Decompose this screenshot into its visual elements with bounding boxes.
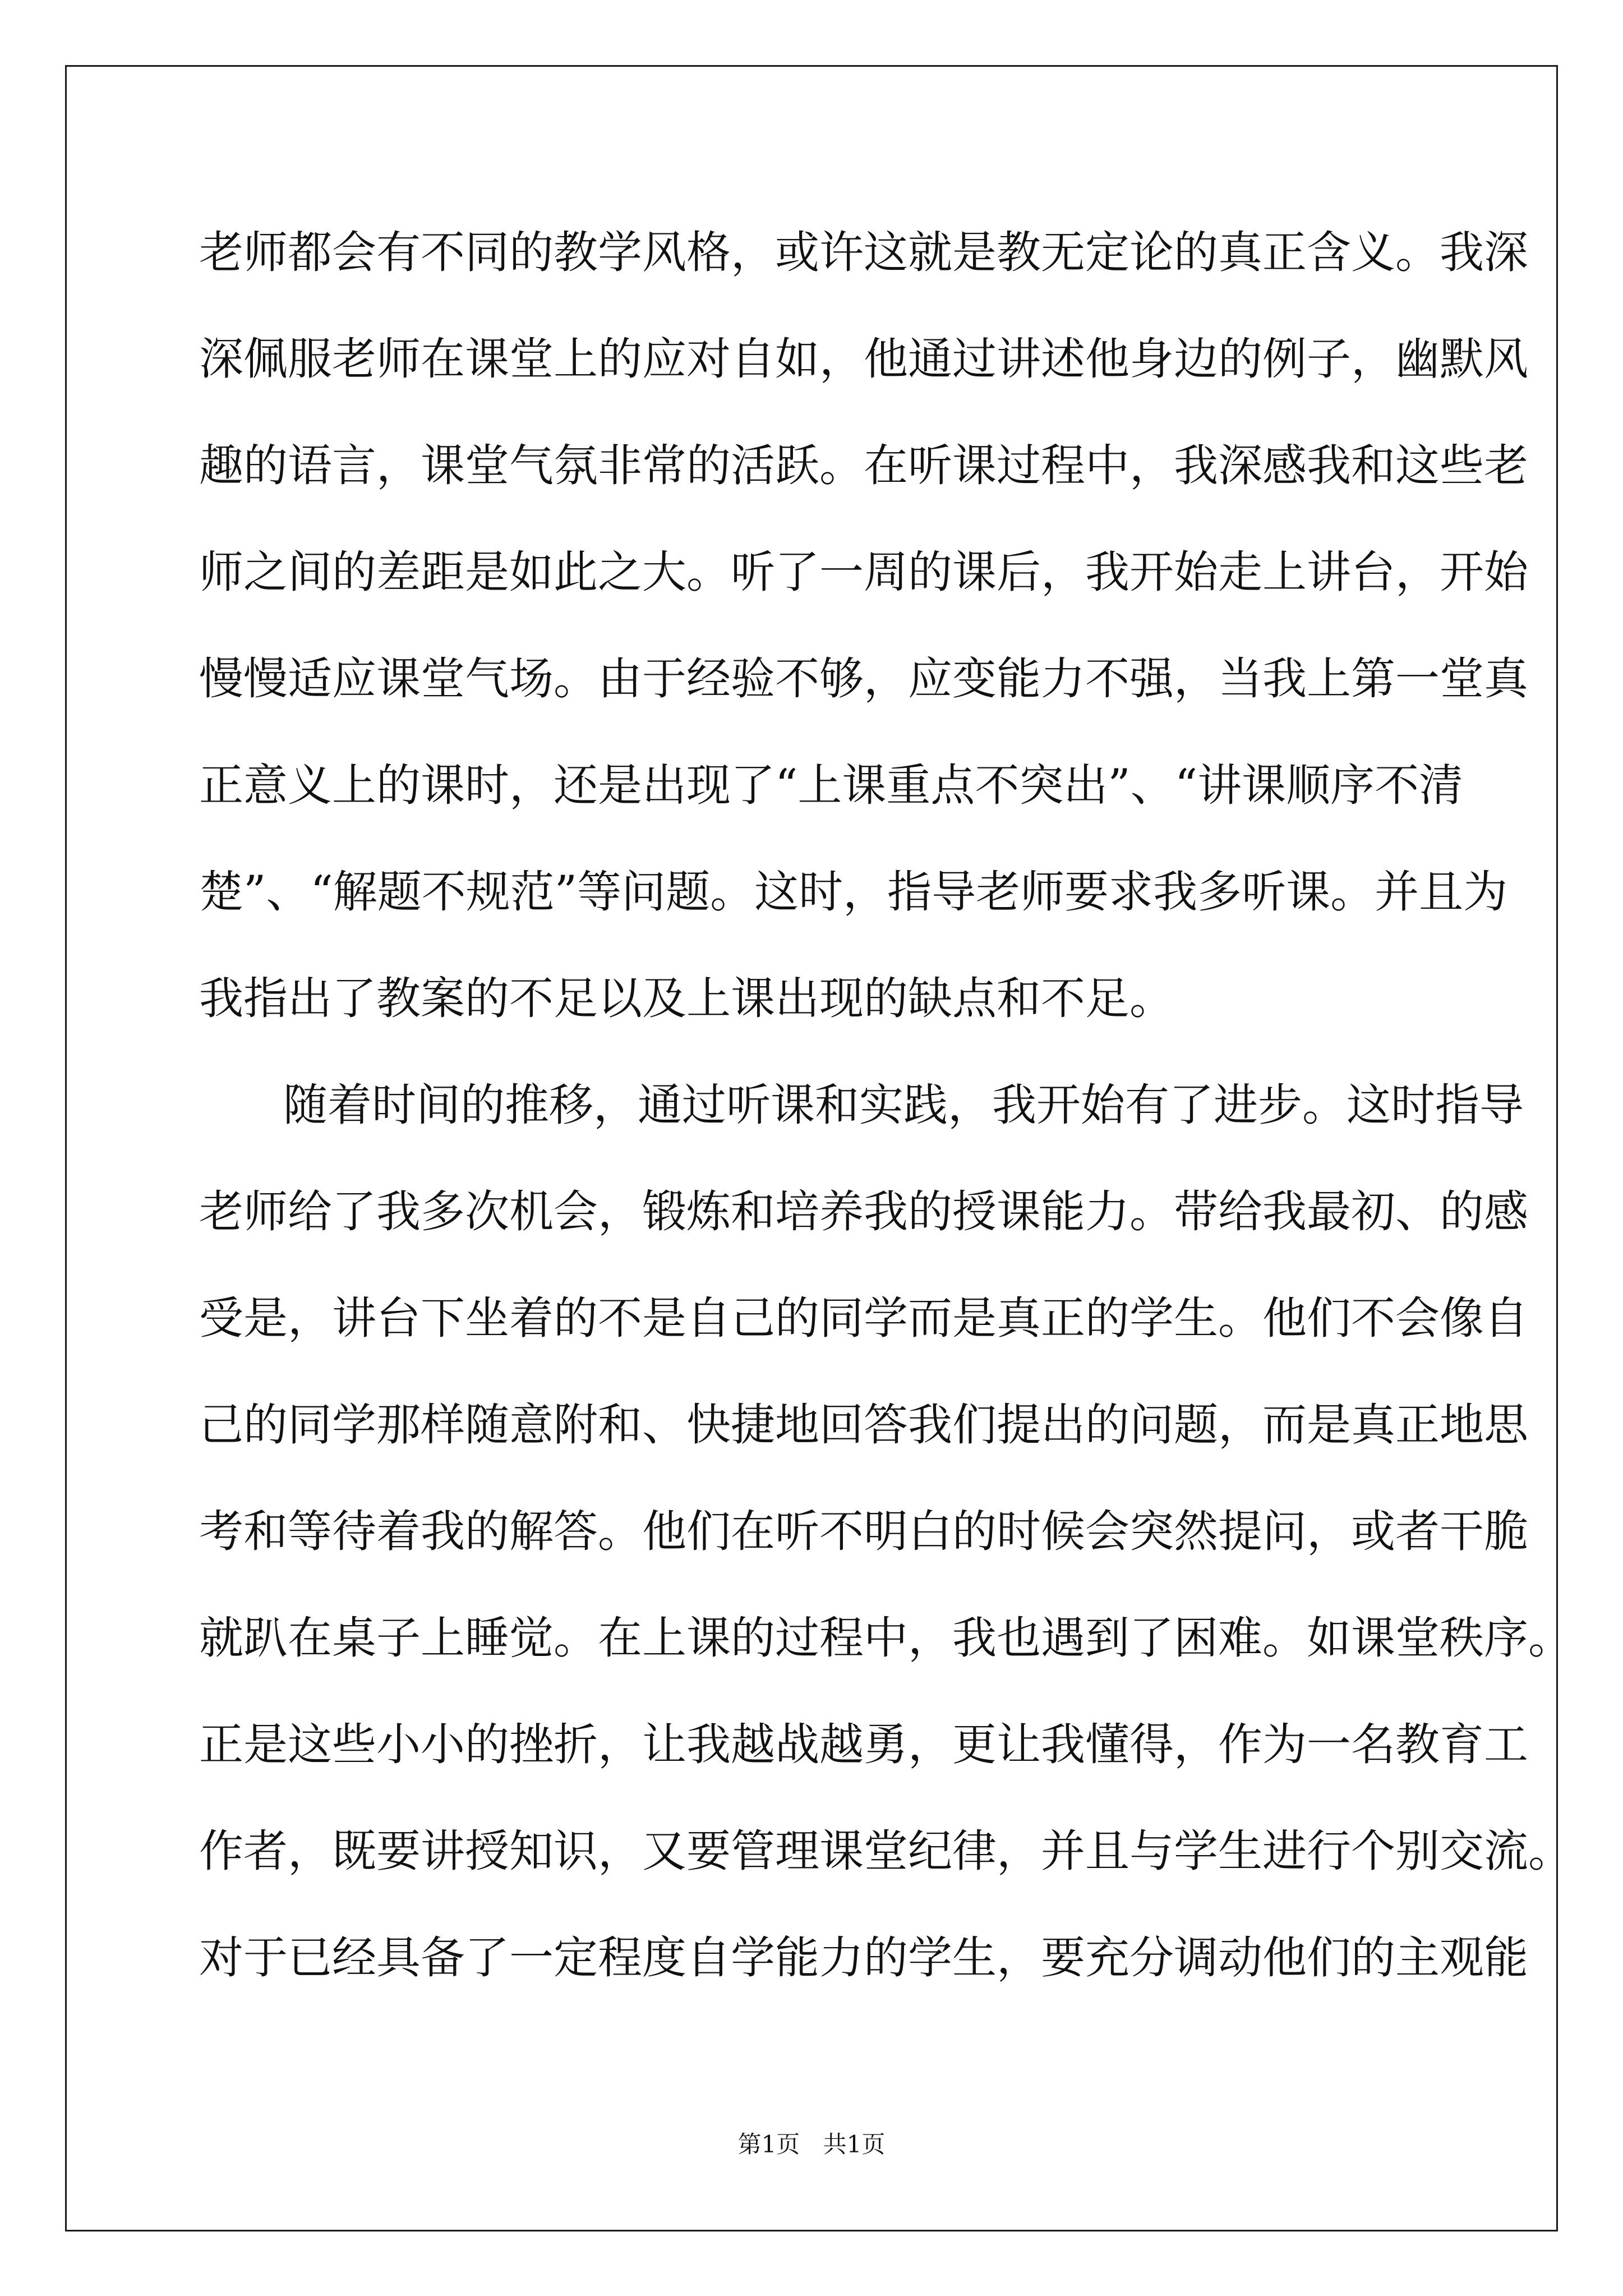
text-line: 己的同学那样随意附和、快捷地回答我们提出的问题，而是真正地思 [199, 1399, 1528, 1451]
text-line: 趣的语言，课堂气氛非常的活跃。在听课过程中，我深感我和这些老 [199, 440, 1528, 491]
text-line: 师之间的差距是如此之大。听了一周的课后，我开始走上讲台，开始 [199, 546, 1528, 598]
paragraph-1 [199, 199, 1528, 1052]
text-line: 正意义上的课时，还是出现了“上课重点不突出”、“讲课顺序不清 [199, 760, 1464, 811]
text-line: 楚”、“解题不规范”等问题。这时，指导老师要求我多听课。并且为 [199, 866, 1508, 918]
text-line: 深佩服老师在课堂上的应对自如，他通过讲述他身边的例子，幽默风 [199, 333, 1528, 385]
document-body [199, 199, 1573, 2011]
page-footer [0, 2126, 1623, 2160]
text-line: 慢慢适应课堂气场。由于经验不够，应变能力不强，当我上第一堂真 [199, 653, 1528, 705]
text-line: 正是这些小小的挫折，让我越战越勇，更让我懂得，作为一名教育工 [199, 1719, 1528, 1770]
total-pages: 共1页 [823, 2131, 886, 2158]
text-line: 受是，讲台下坐着的不是自己的同学而是真正的学生。他们不会像自 [199, 1292, 1528, 1344]
paragraph-2 [199, 1052, 1573, 2011]
text-line: 我指出了教案的不足以及上课出现的缺点和不足。 [199, 973, 1174, 1024]
text-line: 就趴在桌子上睡觉。在上课的过程中，我也遇到了困难。如课堂秩序。 [199, 1612, 1573, 1664]
text-line: 老师都会有不同的教学风格，或许这就是教无定论的真正含义。我深 [199, 227, 1528, 278]
text-line: 对于已经具备了一定程度自学能力的学生，要充分调动他们的主观能 [199, 1932, 1528, 1984]
text-line: 作者，既要讲授知识，又要管理课堂纪律，并且与学生进行个别交流。 [199, 1825, 1573, 1877]
text-line: 老师给了我多次机会，锻炼和培养我的授课能力。带给我最初、的感 [199, 1186, 1528, 1237]
text-line: 随着时间的推移，通过听课和实践，我开始有了进步。这时指导 [283, 1079, 1524, 1131]
text-line: 考和等待着我的解答。他们在听不明白的时候会突然提问，或者干脆 [199, 1506, 1528, 1557]
page-number: 第1页 [737, 2131, 800, 2158]
